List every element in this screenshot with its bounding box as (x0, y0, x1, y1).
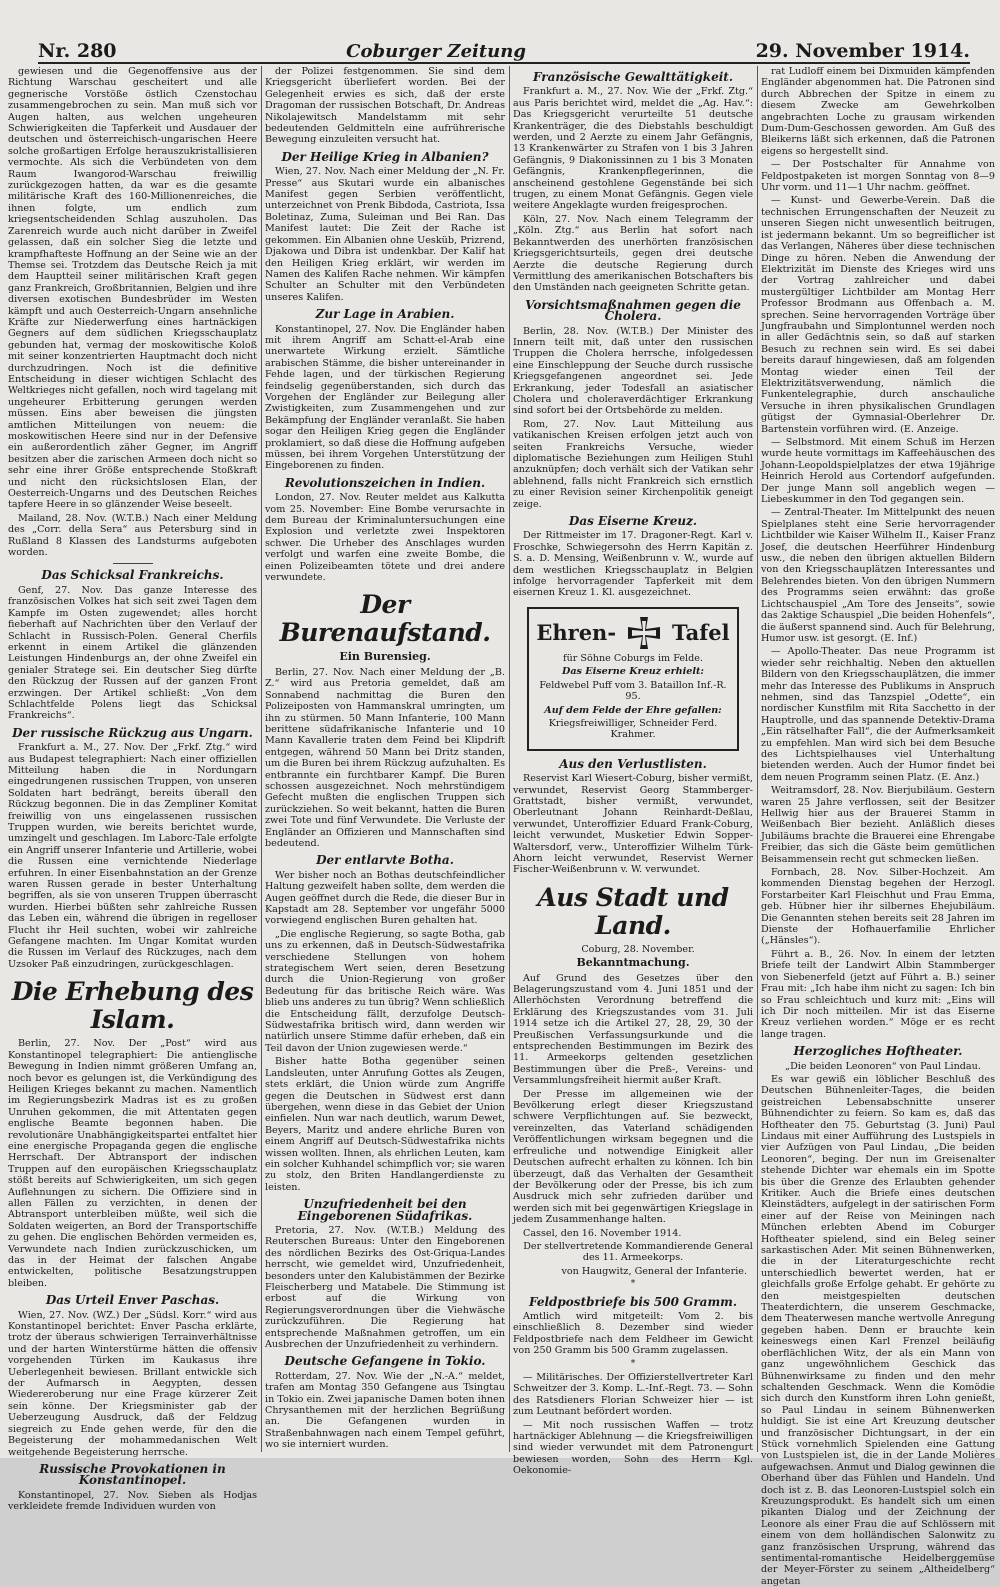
headline: Unzufriedenheit bei den Eingeborenen Südafrikas. (297, 1197, 473, 1223)
headline: Das Schicksal Frankreichs. (41, 568, 224, 583)
article-text: Fornbach, 28. Nov. Silber-Hochzeit. Am kommenden Dienstag begehen der Herzogl. Forstarbeiter Karl Fleischhut und Frau Emma, geb. Hübner hier ihr silbernes Ehejubiläum. Die Genannten stehen bereits seit 28 Jahren im Dienste der Hofhauerfamilie Ehrlicher („Hänsles“). (761, 867, 995, 947)
honor-roll-entry: Kriegsfreiwilliger, Schneider Ferd. Krahmer. (548, 717, 718, 741)
honor-roll-heading: Das Eiserne Kreuz erhielt: (562, 666, 704, 678)
subheadline: Bekanntmachung. (576, 956, 690, 970)
article-text: „Die englische Regierung, so sagte Botha, gab uns zu erkennen, daß in Deutsch-Südwestafrika verschiedene Stellungen von hohem strategischem Wert seien, deren Besetzung durch die Union-Regierung von großer Bedeutung für das britische Reich wäre. Was blieb uns anderes zu tun übrig? Wenn schließlich die Entscheidung fällt, derzufolge Deutsch-Südwestafrika britisch wird, dann werden wir natürlich unsere Stimme dafür erheben, daß ein Teil davon der Union zugewiesen werde.“ (265, 928, 505, 1054)
honor-roll-entry: Feldwebel Puff vom 3. Bataillon Inf.-R. 95. (539, 679, 727, 703)
headline: Revolutionszeichen in Indien. (284, 475, 486, 490)
article-text: — Kunst- und Gewerbe-Verein. Daß die technischen Errungenschaften der Neuzeit zu unseren Siegen nicht unwesentlich beitrugen, ist jedermann bekannt. Um so begreiflicher ist das Verlangen, Näheres über diese technischen Dinge zu hören. Neben die Anwendung der Elektrizität im Dienste des Krieges wird uns der Vortrag zahlreicher und dabei mustergültiger Lichtbilder am Montag Herr Professor Brodmann aus Offenbach a. M. sprechen. Seine hervorragenden Vorträge über Jungfraubahn und Simplontunnel werden noch in aller Gedächtnis sein, so daß auf starken Besuch zu rechnen sein wird. Es sei dabei bereits darauf hingewiesen, daß am folgenden Montag wieder einen Teil der Elektrizitätsverwendung, nämlich die Funkentelegraphie, durch anschauliche Versuche in ihren physikalischen Grundlagen gütigst der Gymnasial-Oberlehrer Dr. Bartenstein vorführen wird. (E. Anzeige. (761, 195, 995, 435)
article-text: Rom, 27. Nov. Laut Mitteilung aus vatikanischen Kreisen erfolgen jetzt auch von seiten Frankreichs Versuche, wieder diplomatische Beziehungen zum Heiligen Stuhl anzuknüpfen; doch verhält sich der Vatikan sehr ablehnend, falls nicht Frankreich sich ernstlich zu einer Revision seiner Kirchenpolitik geneigt zeige. (513, 418, 753, 510)
article-text: Es war gewiß ein löblicher Beschluß des Deutschen Bühnenleiter-Tages, die beiden geistreichen Lebensabschnitte unserer Bühnendichter zu feiern. So kam es, daß das Hoftheater den 75. Geburtstag (3. Juni) Paul Lindaus mit einer Aufführung des Lustspiels in vier Aufzügen von Paul Lindau, „Die beiden Leonoren“, beging. Der nun im Greisenalter stehende Dichter war ehemals ein im Spotte bis über die Grenze des Erlaubten gehender Kritiker. Auch die Briefe eines deutschen Kleinstädters, aufgelegt in der satirischen Form einer auf der Reise von Meiningen nach München erlebten Abend im Coburger Hoftheater spielend, sind ein Beleg seiner sarkastischen Ader. Mit seinen Bühnenwerken, die in der Literaturgeschichte recht unterschiedlich bewertet werden, hat er gleichfalls große Erfolge gehabt. Er gehörte zu den meistgespielten deutschen Theaterdichtern, die unserem Geschmacke, dem Theaterwesen manche wertvolle Anregung gegeben haben. Denn er brauchte kein keineswegs einen Karl Frenzel beiläufig oberflächlichen Witz, der als ein Mann von ganz ungewöhnlichem Geschick das Bühnenwirksame zu finden und den mehr schaltenden Geschmack. Wenn die Komödie sich durch den Kunstform ihren Lohn genießt, so Paul Lindau in seinem Bühnenwerken huldigt. Sie ist eine Art Kreuzung deutscher und französischer Dichtungsart, in der ein Stück vornehmlich Spielenden eine Gattung von Lustspielen ist, die in der Lande Molières aufgewachsen. Anmut und Dialog gewinnen die Oberhand über das Fühlen und Handeln. Und doch ist z. B. das Leonoren-Lustspiel solch ein Kreuzungsprodukt. Es handelt sich um einen pikanten Dialog und der Zeichnung der Leonore als einer Frau die auf Schlössern mit einem von dem holländischen Salonwitz zu ganz französischen Ursprung, während das sentimental-romantische Heidelberggemüse der Meyer-Förster zu seinem „Altheidelberg“ angetan (761, 1073, 995, 1587)
review-title: „Die beiden Leonoren“ von Paul Lindau. (785, 1060, 981, 1072)
article-text: — Apollo-Theater. Das neue Programm ist wieder sehr reichhaltig. Neben den aktuellen Bildern von den Kriegsschauplätzen, die immer mehr das Interesse des Publikums in Anspruch nehmen, sind das Tanzspiel „Odette“, ein nordischer Kunstfilm mit Rita Sacchetto in der Hauptrolle, und das spannende Detektiv-Drama „Ein rätselhafter Fall“, die der Aufmerksamkeit zu empfehlen. Man wird sich bei dem Besuche des Lichtspielhauses viel Unterhaltung bietenden werden. Auch der Humor findet bei dem neuen Programm seinen Platz. (E. Anz.) (761, 646, 995, 783)
issue-number: Nr. 280 (38, 40, 117, 62)
article-text: — Zentral-Theater. Im Mittelpunkt des neuen Spielplanes steht eine Serie hervorragender Lichtbilder wie Kaiser Wilhelm II., Kaiser Franz Josef, die deutschen Heerführer Hindenburg usw., die neben den übrigen aktuellen Bildern von den Kriegsschauplätzen Interessantes und Belehrendes bieten. Von den übrigen Nummern des Programms seien erwähnt: das große Lichtschauspiel „Am Tore des Jenseits“, sowie das 2aktige Schauspiel „Die beiden Hohenfels“, die äußerst spannend sind. Auch für Belehrung, Humor usw. ist gesorgt. (E. Inf.) (761, 507, 995, 644)
column-2 (265, 66, 505, 1452)
article-text: — Mit noch russischen Waffen — trotz hartnäckiger Ablehnung — die Kriegsfreiwilligen sind wieder verwundet mit dem Patronengurt bewiesen worden, Sohn des Herrn Kgl. Oekonomie- (513, 1419, 753, 1477)
headline: Vorsichtsmaßnahmen gegen die Cholera. (525, 297, 741, 324)
column-1 (8, 66, 257, 1513)
headline: Das Urteil Enver Paschas. (45, 1293, 220, 1308)
article-text: Pretoria, 27. Nov. (W.T.B.) Meldung des Reuterschen Bureaus: Unter den Eingeborenen des nördlichen Bezirks des Ost-Griqua-Landes herrscht, wie gemeldet wird, Unzufriedenheit, besonders unter den Kalubistämmen der Bezirke Fleischerberg und Matabele. Die Stimmung ist erbost auf die Wirkung von Regierungsverordnungen über die Viehwäsche zurückzuführen. Die Regierung hat entsprechende Maßnahmen getroffen, um ein Ausbrechen der Unzufriedenheit zu verhindern. (265, 1224, 505, 1351)
article-text: Berlin, 27. Nov. Nach einer Meldung der „B. Z.“ wird aus Pretoria gemeldet, daß am Sonnabend nachmittag die Buren den Polizeiposten von Hammanskral umringten, um ihn zu stürmen. 50 Mann Infanterie, 100 Mann berittene südafrikanische Infanterie und 10 Mann Kavallerie traten dem Feind bei Klipdrift entgegen, während 50 Mann bei Dritz standen, um die Buren bei ihrem Rückzug aufzuhalten. Es entbrannte ein furchtbarer Kampf. Die Buren schossen ausgezeichnet. Noch mehrstündigem Gefecht mußten die englischen Truppen sich zurückziehen. So weit bekannt, hatten die Buren zwei Tote und fünf Verwundete. Die Verluste der Engländer an Offizieren und Mannschaften sind bedeutend. (265, 666, 505, 849)
headline: Der Heilige Krieg in Albanien? (281, 149, 489, 164)
article-text: — Selbstmord. Mit einem Schuß im Herzen wurde heute vormittags im Kaffeehäuschen des Johann-Leopoldspielplatzes der etwa 19jährige Heinrich Herold aus Cortendorf aufgefunden. Der junge Mann soll angeblich wegen — Liebeskummer in den Tod gegangen sein. (761, 437, 995, 506)
article-text: Konstantinopel, 27. Nov. Die Engländer haben mit ihrem Angriff am Schatt-el-Arab eine unerwartete Wirkung erzielt. Sämtliche arabischen Stämme, die bisher untereinander in Fehde lagen, und der türkischen Regierung feindselig gegenüberstanden, sich durch das Vorgehen der Engländer zur Beilegung aller Zwistigkeiten, zum Zusammengehen und zur Bekämpfung der Engländer veranlaßt. Sie haben sogar den Heiligen Krieg gegen die Engländer proklamiert, so daß diese die Hoffnung aufgeben müssen, bei ihrem Vorgehen Unterstützung der Eingeborenen zu finden. (265, 323, 505, 472)
article-text: Auf Grund des Gesetzes über den Belagerungszustand vom 4. Juni 1851 und der Allerhöchsten Verordnung betreffend die Erklärung des Kriegszustandes vom 31. Juli 1914 setze ich die Artikel 27, 28, 29, 30 der Preußischen Verfassungsurkunde und die entsprechenden Bestimmungen im Bezirk des 11. Armeekorps geltenden gesetzlichen Bestimmungen über die Preß-, Vereins- und Versammlungsfreiheit hiermit außer Kraft. (513, 972, 753, 1087)
issue-date: 29. November 1914. (755, 40, 970, 62)
honor-roll-title (537, 615, 729, 651)
column-rule (261, 66, 262, 1452)
article-text: London, 27. Nov. Reuter meldet aus Kalkutta vom 25. November: Eine Bombe verursachte in dem Bureau der Kriminaluntersuchungen eine Explosion und verletzte zwei Inspektoren schwer. Die Urheber des Anschlages wurden verfolgt und warfen eine zweite Bombe, die einen Polizeibeamten tötete und drei andere verwundete. (265, 492, 505, 584)
honor-roll-title-left: Ehren- (536, 620, 617, 646)
article-text: rat Ludloff einem bei Dixmuiden kämpfenden Engländer abgenommen hat. Die Patronen sind durch Abbrechen der Spitze in einem zu diesem Zwecke am Gewehrkolben angebrachten Loche zu grausam wirkenden Dum-Dum-Geschossen geworden. Am Guß des Bleikerns läßt sich erkennen, daß die Patronen eigens so hergestellt sind. (761, 66, 995, 157)
headline: Der russische Rückzug aus Ungarn. (12, 725, 253, 740)
article-text: Der Presse im allgemeinen wie der Bevölkerung erlegt dieser Kriegszustand schwere Verpflichtungen auf. Sie bezweckt, vereinzelten, das Vaterland schädigenden Veröffentlichungen wirksam begegnen und die erfreuliche und notwendige Einigkeit aller Deutschen aufrecht erhalten zu können. Ich bin überzeugt, daß das Verhalten der Gesamtheit der Bevölkerung oder der Presse, bis ich zum Ausdruck mich sehr zufrieden darüber und werden sich mit bei gegenwärtigen Kriegslage in jedem Zusammenhange halten. (513, 1088, 753, 1226)
article-text: Wien, 27. Nov. Nach einer Meldung der „N. Fr. Presse“ aus Skutari wurde ein albanisches Manifest gegen Serbien veröffentlicht, unterzeichnet von Prenk Bibdoda, Castriota, Issa Boletinaz, Zuma, Suleiman und Bei Ran. Das Manifest lautet: Die Zeit der Rache ist gekommen. Ein Albanien ohne Uesküb, Prizrend, Djakowa und Dibra ist undenkbar. Der Kalif hat den Heiligen Krieg erklärt, wir werden im Namen des Kalifen Rache nehmen. Wir kämpfen Schulter an Schulter mit den Verbündeten unseres Kalifen. (265, 166, 505, 303)
article-text: Genf, 27. Nov. Das ganze Interesse des französischen Volkes hat sich seit zwei Tagen dem Kampfe im Osten zugewendet; alles horcht fieberhaft auf Nachrichten über den Verlauf der Schlacht in Russisch-Polen. General Cherfils erkennt in einem Artikel die glänzenden Leistungen Hindenburgs an, der ohne Zweifel ein genialer Stratege sei. Ein deutscher Sieg dürfte den Rückzug der Russen auf der ganzen Front erzwingen. Der Artikel schließt: „Von dem Schlachtfelde Polens liegt das Schicksal Frankreichs“. (8, 584, 257, 722)
headline: Aus den Verlustlisten. (559, 756, 707, 771)
article-text: Frankfurt a. M., 27. Nov. Wie der „Frkf. Ztg.“ aus Paris berichtet wird, meldet die „Ag. Hav.“: Das Kriegsgericht verurteilte 51 deutsche Krankenträger, die des Diebstahls beschuldigt werden, und 2 Aerzte zu einem Jahr Gefängnis, 13 Krankenwärter zu Strafen von 1 bis 3 Jahren Gefängnis, 9 Diakonissinnen zu 1 bis 3 Monaten Gefängnis, Krankenpflegerinnen, die anscheinend gestohlene Gegenstände bei sich trugen, zu einem Monat Gefängnis. Gegen viele weitere Angeklagte wurden freigesprochen. (513, 86, 753, 212)
article-text: Mailand, 28. Nov. (W.T.B.) Nach einer Meldung des „Corr. della Sera“ aus Petersburg sind in Rußland 8 Klassen des Landsturms aufgeboten worden. (8, 512, 257, 559)
headline: Französische Gewalttätigkeit. (533, 70, 733, 84)
column-3 (513, 66, 753, 1477)
separator (113, 563, 153, 564)
honor-roll-title-right: Tafel (672, 620, 730, 646)
article-text: Weitramsdorf, 28. Nov. Bierjubiläum. Gestern waren 25 Jahre verflossen, seit der Besitzer Hellwig hier aus der Brauerei Stamm in Weißenbach Bier bezieht. Anläßlich dieses Jubiläums brachte die Brauerei eine Ehrengabe Freibier, das sich die Gäste beim gemütlichen Beisammensein recht gut schmecken ließen. (761, 785, 995, 865)
headline-large: Der Burenaufstand. (279, 590, 491, 648)
article-text: Amtlich wird mitgeteilt: Vom 2. bis einschließlich 8. Dezember sind wieder Feldpostbriefe nach dem Feldheer im Gewicht von 250 Gramm bis 500 Gramm zugelassen. (513, 1310, 753, 1357)
headline-large: Aus Stadt und Land. (537, 882, 729, 940)
article-text: Reservist Karl Wiesert-Coburg, bisher vermißt, verwundet, Reservist Georg Stammberger-Grattstadt, bisher vermißt, verwundet, Oberleutnant Johann Reinhardt-Deßlau, verwundet, Unteroffizier Eduard Frank-Coburg, leicht verwundet, Musketier Edwin Sopper-Waltersdorf, verw., Unteroffizier Wilhelm Türk-Ahorn leicht verwundet, Reservist Werner Fischer-Weißenbrunn v. W. verwundet. (513, 773, 753, 876)
headline: Feldpostbriefe bis 500 Gramm. (528, 1294, 738, 1309)
separator-star: * (630, 1279, 636, 1290)
article-text: — Der Postschalter für Annahme von Feldpostpaketen ist morgen Sonntag von 8—9 Uhr vorm. und 11—1 Uhr nachm. geöffnet. (761, 159, 995, 194)
article-text: Berlin, 28. Nov. (W.T.B.) Der Minister des Innern teilt mit, daß unter den russischen Truppen die Cholera herrsche, infolgedessen eine Einschleppung der Seuche durch russische Kriegsgefangenen angeordnet sei. Jede Erkrankung, jeder Todesfall an asiatischer Cholera und choleraverdächtiger Erkrankung sind sofort bei der Ortsbehörde zu melden. (513, 325, 753, 417)
article-text: Frankfurt a. M., 27. Nov. Der „Frkf. Ztg.“ wird aus Budapest telegraphiert: Nach einer offiziellen Mitteilung haben die in Nordungarn eingedrungenen russischen Truppen, von unseren Soldaten hart bedrängt, bereits überall den Rückzug begonnen. Die in das Zempliner Komitat freiwillig von uns eingelassenen russischen Truppen wurden, wie bereits berichtet wurde, umzingelt und geschlagen. Im Laborc-Tale erfolgte ein Angriff unserer Infanterie und Artillerie, wobei die Russen eine vernichtende Niederlage erfuhren. In einer Eisenbahnstation an der Grenze waren Russen gerade in bester Unterhaltung begriffen, als sie von unseren Truppen überrascht wurden. Hierbei büßten sehr zahlreiche Russen das Leben ein, während die übrigen in regelloser Flucht ihr Heil suchten, wobei wir zahlreiche Gefangene machten. Im Ungar Komitat wurden die Russen im Verlauf des Rückzuges, nach dem Uzsoker Paß einzudringen, zurückgeschlagen. (8, 742, 257, 970)
article-text: — Militärisches. Der Offizierstellvertreter Karl Schweitzer der 3. Komp. L.-Inf.-Regt. 73. — Sohn des Ratsdieners Florian Schweizer hier — ist zum Leutnant befördert worden. (513, 1372, 753, 1418)
headline-large: Die Erhebung des Islam. (11, 977, 254, 1035)
article-text: Wien, 27. Nov. (WZ.) Der „Südsl. Korr.“ wird aus Konstantinopel berichtet: Enver Pascha erklärte, trotz der überaus schwierigen Terrainverhältnisse und der harten Winterstürme hätten die offensiv vorgehenden Türken im Kaukasus ihre Ueberlegenheit bewiesen. Brillant entwickle sich der Aufmarsch in Aegypten, dessen Wiedereroberung nur eine Frage kürzerer Zeit sein könne. Der Kriegsminister gab der Ueberzeugung Ausdruck, daß der Feldzug siegreich zu Ende gehen werde, für den die Begeisterung der mohammedanischen Welt weitgehende Begeisterung herrsche. (8, 1309, 257, 1458)
article-text: Bisher hatte Botha gegenüber seinen Landsleuten, unter Anrufung Gottes als Zeugen, stets erklärt, die Union würde zum Angriffe gegen die Deutschen in Südwest erst dann übergehen, wenn diese in das Gebiet der Union einfielen. Nun war nach deutlich, warum Dewet, Beyers, Maritz und andere ehrliche Buren von einem Angriff auf Deutsch-Südwestafrika nichts wissen wollten. Ihnen, als ehrlichen Leuten, kam ein solcher Kuhhandel schimpflich vor; sie waren zu stolz, den Briten Handlangerdienste zu leisten. (265, 1056, 505, 1193)
honor-roll-subtitle: für Söhne Coburgs im Felde. (563, 652, 703, 664)
headline: Deutsche Gefangene in Tokio. (284, 1354, 486, 1369)
signature-title: Der stellvertretende Kommandierende General des 11. Armeekorps. (523, 1240, 753, 1264)
headline: Der entlarvte Botha. (316, 853, 454, 868)
article-text: Der Rittmeister im 17. Dragoner-Regt. Karl v. Froschke, Schwiegersohn des Herrn Kapitän z. S. a. D. Mensing, Weißenbrunn v. W., wurde auf dem westlichen Kriegsschauplatz in Belgien infolge hervorragender Tapferkeit mit dem eisernen Kreuz 1. Kl. ausgezeichnet. (513, 530, 753, 599)
headline: Russische Provokationen in Konstantinopel. (39, 1461, 226, 1488)
paper-title: Coburger Zeitung (346, 41, 526, 62)
masthead (38, 36, 970, 64)
iron-cross-icon (626, 615, 662, 651)
article-text: Führt a. B., 26. Nov. In einem der letzten Briefe teilt der Landwirt Albin Stammberger von Siebenerfeld (jetzt auf Führt a. B.) seiner Frau mit: „Ich habe ihm nicht zu sagen: Ich bin so Frau schleichtuch und kurz mit: „Eins will ich Dir noch mitteilen. Mir ist das Eiserne Kreuz verliehen worden.“ Möge er es recht lange tragen. (761, 948, 995, 1040)
article-text: Konstantinopel, 27. Nov. Sieben als Hodjas verkleidete fremde Individuen wurden von (8, 1489, 257, 1513)
signature: von Haugwitz, General der Infanterie. (561, 1265, 747, 1277)
article-text: der Polizei festgenommen. Sie sind dem Kriegsgericht überliefert worden. Bei der Gelegenheit erwies es sich, daß der erste Dragoman der russischen Botschaft, Dr. Andreas Nikolajewitsch Mandelstamm mit sehr bedeutenden Geldmitteln eine aufrührerische Bewegung einzuleiten versucht hat. (265, 66, 505, 146)
headline: Zur Lage in Arabien. (315, 307, 455, 322)
subheadline: Ein Burensieg. (339, 650, 431, 664)
column-rule (509, 66, 510, 1452)
separator-star: * (630, 1358, 636, 1369)
article-text: Berlin, 27. Nov. Der „Post“ wird aus Konstantinopel telegraphiert: Die antienglische Bewegung in Indien nimmt größeren Umfang an, noch bevor es gelungen ist, die Verkündigung des Heiligen Krieges bekannt zu machen. Namentlich im Regierungsbezirk Madras ist es zu großen Unruhen gekommen, die mit Attentaten gegen englische Beamte begonnen haben. Die revolutionäre Unabhängigkeitspartei entfaltet hier eine energische Propaganda gegen die englische Herrschaft. Der Abtransport der indischen Truppen auf den europäischen Kriegsschauplatz stößt bereits auf Schwierigkeiten, um sich gegen Auflehnungen zu sichern. Die Offiziere sind in allen Fällen zu verzichten, in denen der Abtransport unterbleiben müßte, weil sich die Soldaten weigerten, an Bord der Transportschiffe zu gehen. Die englischen Behörden vermeiden es, Verwundete nach Indien zurückzuschicken, um das in der Heimat der falschen Angabe entwickelten, politische Besatzungstruppen bleiben. (8, 1038, 257, 1289)
article-text: Wer bisher noch an Bothas deutschfeindlicher Haltung gezweifelt haben sollte, dem werden die Augen geöffnet durch die Rede, die dieser Bur in Kapstadt am 28. September vor ungefähr 5000 vorwiegend englischen Buren gehalten hat. (265, 869, 505, 927)
honor-roll-heading: Auf dem Felde der Ehre gefallen: (544, 704, 722, 716)
article-text: Rotterdam, 27. Nov. Wie der „N.-A.“ meldet, trafen am Montag 350 Gefangene aus Tsingtau in Tokio ein. Zwei japanische Damen boten ihnen Chrysanthemen mit der herzlichen Begrüßung an. Die Gefangenen wurden in Straßenbahnwagen nach einem Tempel geführt, wo sie interniert wurden. (265, 1370, 505, 1451)
dateline: Coburg, 28. November. (581, 943, 695, 955)
article-text: gewiesen und die Gegenoffensive aus der Richtung Warschau gescheitert und alle gegnerische Vorstöße östlich Czenstochau zusammengebrochen zu sein. Man muß sich vor Augen halten, aus welchen ungeheuren Schwierigkeiten die Tapferkeit und Ausdauer der deutschen und österreichisch-ungarischen Heere solche großartigen Erfolge herauszukristallisieren vermochte. Als sich die Verbündeten von dem Raum Iwangorod-Warschau freiwillig zurückgezogen hatten, da war es die gesamte militärische Kraft des 160-Millionenreiches, die ihnen folgte, um endlich zum kriegsentscheidenden Schlag auszuholen. Das Zarenreich wurde auch nicht darüber in Zweifel gelassen, daß ein solcher Sieg die letzte und krampfhafteste Hoffnung an der Seine wie an der Themse sei. Trotzdem das Deutsche Reich ja mit dem Hauptteil seiner militärischen Kraft gegen ganz Frankreich, Großbritannien, Belgien und ihre diversen exotischen Bundesbrüder im Westen kämpft und auch Oesterreich-Ungarn ansehnliche Kräfte zur Niederwerfung eines hartnäckigen Gegners auf dem südlichen Kriegsschauplatz gebunden hat, vermag der moskowitische Koloß mit seiner konzentrierten Hauptmacht doch nicht durchzudringen. Noch ist die definitive Entscheidung in dieser wichtigen Schlacht des Weltkrieges nicht gefallen, noch wird tagelang mit ungeheurer Erbitterung gerungen werden müssen. Eins aber beweisen die jüngsten amtlichen Mitteilungen von neuem: die moskowitischen Heere sind nur in der Defensive ein außerordentlich zäher Gegner, im Angriff besitzen aber die zarischen Armeen doch nicht so sehr eine ihrer Größe entsprechende Stoßkraft und nicht den rücksichtslosen Elan, der Oesterreich-Ungarns und des Deutschen Reiches tapfere Heere in so glänzender Weise beseelt. (8, 66, 257, 511)
headline: Herzogliches Hoftheater. (793, 1044, 963, 1059)
honor-roll-box (527, 607, 739, 751)
column-rule (757, 66, 758, 1452)
dateline: Cassel, den 16. November 1914. (523, 1227, 682, 1239)
article-text: Köln, 27. Nov. Nach einem Telegramm der „Köln. Ztg.“ aus Berlin hat sofort nach Bekanntwerden des unerhörten französischen Kriegsgerichtsurteils, gegen drei deutsche Aerzte die deutsche Regierung durch Vermittlung des amerikanischen Botschafters bis den Umständen nach geeigneten Schritte getan. (513, 213, 753, 294)
headline: Das Eiserne Kreuz. (568, 514, 698, 529)
column-4 (761, 66, 995, 1587)
